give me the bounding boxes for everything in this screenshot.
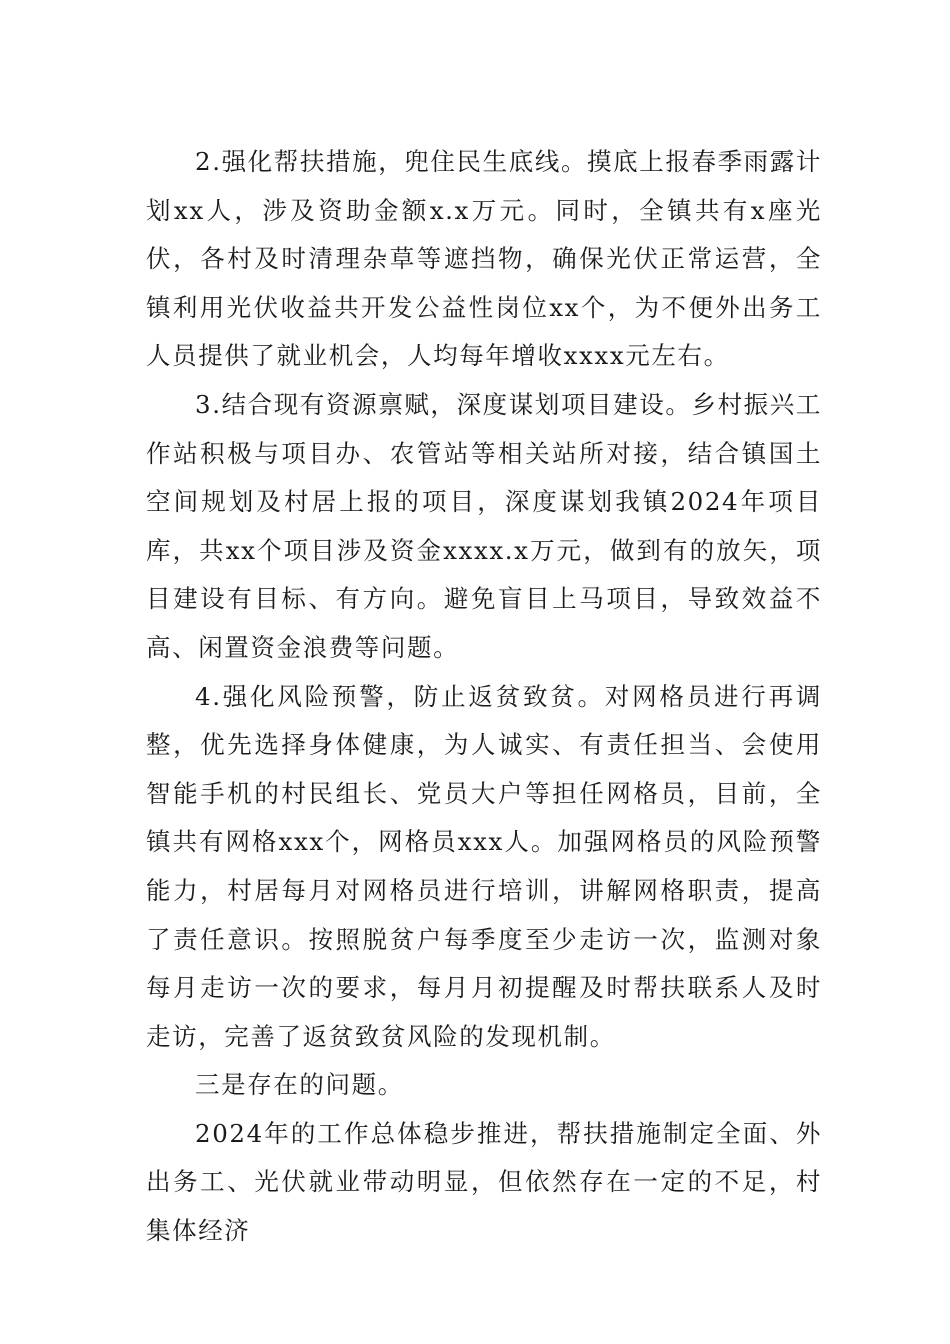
paragraph-project-planning: 3.结合现有资源禀赋，深度谋划项目建设。乡村振兴工作站积极与项目办、农管站等相关站所对接，结合镇国土空间规划及村居上报的项目，深度谋划我镇2024年项目库，共xx个项目涉及资金xxxx.x万元，做到有的放矢，项目建设有目标、有方向。避免盲目上马项目，导致效益不高、闲置资金浪费等问题。: [146, 389, 822, 662]
paragraph-problems-summary: 2024年的工作总体稳步推进，帮扶措施制定全面、外出务工、光伏就业带动明显，但依然存在一定的不足，村集体经济: [146, 1118, 822, 1246]
paragraph-assistance-measures: 2.强化帮扶措施，兜住民生底线。摸底上报春季雨露计划xx人，涉及资助金额x.x万元。同时，全镇共有x座光伏，各村及时清理杂草等遮挡物，确保光伏正常运营，全镇利用光伏收益共开发公益性岗位xx个，为不便外出务工人员提供了就业机会，人均每年增收xxxx元左右。: [146, 147, 822, 371]
section-heading-problems: 三是存在的问题。: [195, 1070, 404, 1100]
paragraph-risk-warning: 4.强化风险预警，防止返贫致贫。对网格员进行再调整，优先选择身体健康，为人诚实、有责任担当、会使用智能手机的村民组长、党员大户等担任网格员，目前，全镇共有网格xxx个，网格员xxx人。加强网格员的风险预警能力，村居每月对网格员进行培训，讲解网格职责，提高了责任意识。按照脱贫户每季度至少走访一次，监测对象每月走访一次的要求，每月月初提醒及时帮扶联系人及时走访，完善了返贫致贫风险的发现机制。: [146, 681, 822, 1051]
document-body: [146, 138, 822, 1256]
